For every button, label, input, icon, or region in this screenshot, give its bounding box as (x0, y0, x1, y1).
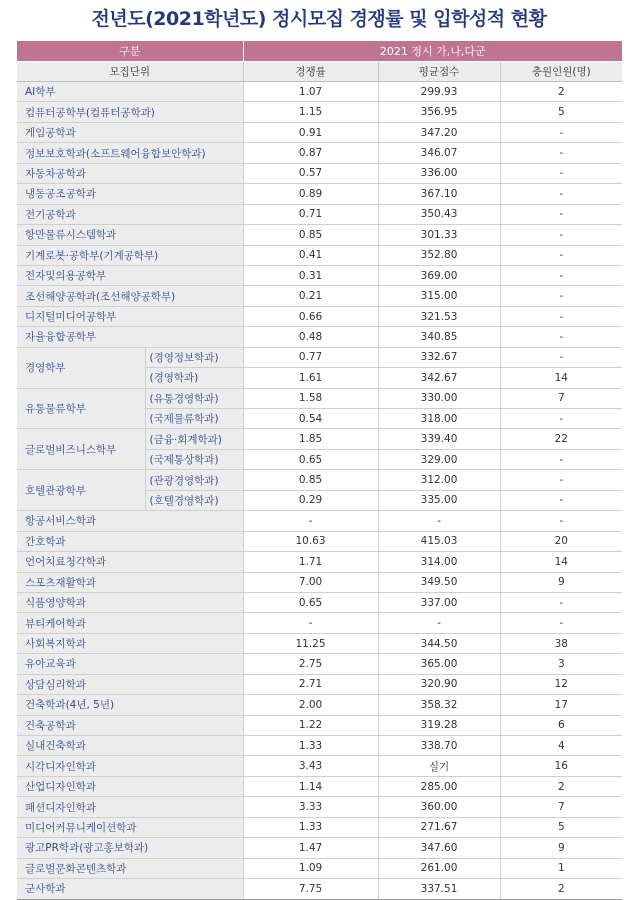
rate-cell: 1.07 (243, 82, 378, 102)
score-cell: 358.32 (378, 695, 500, 715)
table-row (17, 817, 622, 837)
unit-cell: 언어치료청각학과 (17, 552, 243, 572)
rate-cell: 0.31 (243, 265, 378, 285)
page-title: 전년도(2021학년도) 정시모집 경쟁률 및 입학성적 현황 (91, 8, 547, 30)
rate-cell: 0.48 (243, 327, 378, 347)
unit-cell: 항공서비스학과 (17, 511, 243, 531)
rate-cell: 1.33 (243, 817, 378, 837)
sub-unit-cell: (국제물류학과) (145, 409, 243, 429)
score-cell: 314.00 (378, 552, 500, 572)
score-cell: 312.00 (378, 470, 500, 490)
table-row (17, 715, 622, 735)
table-row (17, 572, 622, 592)
unit-cell: 전기공학과 (17, 204, 243, 224)
table-row (17, 695, 622, 715)
score-cell: 415.03 (378, 531, 500, 551)
unit-cell: 컴퓨터공학부(컴퓨터공학과) (17, 102, 243, 122)
fill-cell: - (500, 347, 622, 367)
fill-cell: 16 (500, 756, 622, 776)
sub-unit-cell: (금융·회계학과) (145, 429, 243, 449)
fill-cell: - (500, 143, 622, 163)
table-row (17, 736, 622, 756)
fill-cell: 2 (500, 879, 622, 899)
score-cell: 369.00 (378, 265, 500, 285)
unit-cell: 정보보호학과(소프트웨어융합보안학과) (17, 143, 243, 163)
fill-cell: - (500, 613, 622, 633)
rate-cell: 3.43 (243, 756, 378, 776)
score-cell: 360.00 (378, 797, 500, 817)
rate-cell: 0.66 (243, 306, 378, 326)
score-cell: 347.60 (378, 838, 500, 858)
score-cell: 315.00 (378, 286, 500, 306)
score-cell: 367.10 (378, 184, 500, 204)
table-row (17, 388, 622, 408)
score-cell: 350.43 (378, 204, 500, 224)
score-cell: 336.00 (378, 163, 500, 183)
fill-cell: 38 (500, 633, 622, 653)
table-row (17, 82, 622, 102)
unit-cell: 광고PR학과(광고홍보학과) (17, 838, 243, 858)
unit-cell: 시각디자인학과 (17, 756, 243, 776)
unit-cell: 자동차공학과 (17, 163, 243, 183)
header-row-top (17, 41, 622, 62)
fill-cell: - (500, 409, 622, 429)
major-cell: 유통물류학부 (17, 388, 145, 429)
fill-cell: 5 (500, 817, 622, 837)
fill-cell: 1 (500, 858, 622, 878)
fill-cell: 9 (500, 838, 622, 858)
score-cell: - (378, 511, 500, 531)
table-row (17, 102, 622, 122)
unit-cell: 디지털미디어공학부 (17, 306, 243, 326)
score-cell: 318.00 (378, 409, 500, 429)
score-cell: 342.67 (378, 368, 500, 388)
score-cell: 271.67 (378, 817, 500, 837)
table-row (17, 163, 622, 183)
unit-cell: 실내건축학과 (17, 736, 243, 756)
rate-cell: 0.21 (243, 286, 378, 306)
score-cell: 349.50 (378, 572, 500, 592)
unit-cell: 자율융합공학부 (17, 327, 243, 347)
fill-cell: 7 (500, 388, 622, 408)
rate-cell: 2.75 (243, 654, 378, 674)
unit-cell: 스포츠재활학과 (17, 572, 243, 592)
score-cell: 330.00 (378, 388, 500, 408)
score-cell: 319.28 (378, 715, 500, 735)
score-cell: 261.00 (378, 858, 500, 878)
fill-cell: - (500, 122, 622, 142)
score-cell: 332.67 (378, 347, 500, 367)
sub-unit-cell: (경영학과) (145, 368, 243, 388)
rate-cell: 1.58 (243, 388, 378, 408)
score-cell: 339.40 (378, 429, 500, 449)
score-cell: 301.33 (378, 225, 500, 245)
rate-cell: 0.87 (243, 143, 378, 163)
score-cell: 365.00 (378, 654, 500, 674)
unit-cell: 항만물류시스템학과 (17, 225, 243, 245)
unit-cell: 상담심리학과 (17, 674, 243, 694)
fill-cell: 6 (500, 715, 622, 735)
header-unit: 모집단위 (17, 62, 243, 82)
major-cell: 경영학부 (17, 347, 145, 388)
table-row (17, 347, 622, 367)
rate-cell: 0.65 (243, 449, 378, 469)
table-row (17, 204, 622, 224)
sub-unit-cell: (경영정보학과) (145, 347, 243, 367)
score-cell: 337.00 (378, 592, 500, 612)
table-row (17, 592, 622, 612)
fill-cell: - (500, 470, 622, 490)
fill-cell: 9 (500, 572, 622, 592)
table-row (17, 552, 622, 572)
unit-cell: 게임공학과 (17, 122, 243, 142)
rate-cell: 0.89 (243, 184, 378, 204)
fill-cell: - (500, 511, 622, 531)
unit-cell: 냉동공조공학과 (17, 184, 243, 204)
table-body (17, 82, 622, 900)
rate-cell: 0.77 (243, 347, 378, 367)
rate-cell: 1.71 (243, 552, 378, 572)
unit-cell: 군사학과 (17, 879, 243, 899)
unit-cell: 산업디자인학과 (17, 776, 243, 796)
unit-cell: 간호학과 (17, 531, 243, 551)
rate-cell: 1.85 (243, 429, 378, 449)
header-score: 평균점수 (378, 62, 500, 82)
header-fill: 충원인원(명) (500, 62, 622, 82)
rate-cell: 0.91 (243, 122, 378, 142)
fill-cell: 20 (500, 531, 622, 551)
score-cell: 285.00 (378, 776, 500, 796)
unit-cell: 사회복지학과 (17, 633, 243, 653)
fill-cell: - (500, 163, 622, 183)
unit-cell: 식품영양학과 (17, 592, 243, 612)
rate-cell: 1.61 (243, 368, 378, 388)
fill-cell: 14 (500, 368, 622, 388)
fill-cell: 3 (500, 654, 622, 674)
score-cell: 352.80 (378, 245, 500, 265)
table-row (17, 143, 622, 163)
unit-cell: 기계로봇·공학부(기계공학부) (17, 245, 243, 265)
fill-cell: - (500, 490, 622, 510)
table-row (17, 756, 622, 776)
table-row (17, 858, 622, 878)
table-row (17, 531, 622, 551)
rate-cell: 1.09 (243, 858, 378, 878)
fill-cell: 14 (500, 552, 622, 572)
unit-cell: AI학부 (17, 82, 243, 102)
rate-cell: 1.22 (243, 715, 378, 735)
score-cell: 320.90 (378, 674, 500, 694)
fill-cell: - (500, 225, 622, 245)
score-cell: 299.93 (378, 82, 500, 102)
rate-cell: 2.00 (243, 695, 378, 715)
fill-cell: 2 (500, 82, 622, 102)
rate-cell: 0.65 (243, 592, 378, 612)
score-cell: 347.20 (378, 122, 500, 142)
rate-cell: 0.71 (243, 204, 378, 224)
fill-cell: 12 (500, 674, 622, 694)
score-cell: 321.53 (378, 306, 500, 326)
table-row (17, 776, 622, 796)
header-group: 구분 (17, 41, 243, 62)
major-cell: 호텔관광학부 (17, 470, 145, 511)
rate-cell: 0.29 (243, 490, 378, 510)
rate-cell: 0.41 (243, 245, 378, 265)
sub-unit-cell: (유통경영학과) (145, 388, 243, 408)
rate-cell: 0.85 (243, 470, 378, 490)
score-cell: 344.50 (378, 633, 500, 653)
score-cell: 340.85 (378, 327, 500, 347)
table-row (17, 470, 622, 490)
unit-cell: 패션디자인학과 (17, 797, 243, 817)
score-cell: 337.51 (378, 879, 500, 899)
header-rate: 경쟁률 (243, 62, 378, 82)
fill-cell: 5 (500, 102, 622, 122)
table-row (17, 184, 622, 204)
rate-cell: 0.57 (243, 163, 378, 183)
rate-cell: - (243, 511, 378, 531)
unit-cell: 조선해양공학과(조선해양공학부) (17, 286, 243, 306)
rate-cell: 3.33 (243, 797, 378, 817)
score-cell: 356.95 (378, 102, 500, 122)
rate-cell: 7.00 (243, 572, 378, 592)
table-row (17, 286, 622, 306)
major-cell: 글로벌비즈니스학부 (17, 429, 145, 470)
unit-cell: 전자및의용공학부 (17, 265, 243, 285)
unit-cell: 미디어커뮤니케이션학과 (17, 817, 243, 837)
fill-cell: 17 (500, 695, 622, 715)
rate-cell: 1.47 (243, 838, 378, 858)
score-cell: 335.00 (378, 490, 500, 510)
fill-cell: 7 (500, 797, 622, 817)
rate-cell: 11.25 (243, 633, 378, 653)
table-row (17, 225, 622, 245)
table-row (17, 633, 622, 653)
table-row (17, 306, 622, 326)
fill-cell: - (500, 327, 622, 347)
score-cell: 346.07 (378, 143, 500, 163)
rate-cell: 0.54 (243, 409, 378, 429)
fill-cell: - (500, 204, 622, 224)
rate-cell: 1.33 (243, 736, 378, 756)
rate-cell: 2.71 (243, 674, 378, 694)
unit-cell: 건축학과(4년, 5년) (17, 695, 243, 715)
rate-cell: 1.14 (243, 776, 378, 796)
table-row (17, 429, 622, 449)
table-row (17, 327, 622, 347)
unit-cell: 글로벌문화콘텐츠학과 (17, 858, 243, 878)
fill-cell: - (500, 245, 622, 265)
score-cell: 329.00 (378, 449, 500, 469)
fill-cell: - (500, 265, 622, 285)
rate-cell: 1.15 (243, 102, 378, 122)
header-period: 2021 정시 가,나,다군 (243, 41, 622, 62)
fill-cell: - (500, 306, 622, 326)
unit-cell: 건축공학과 (17, 715, 243, 735)
table-row (17, 613, 622, 633)
table-row (17, 797, 622, 817)
table-row (17, 511, 622, 531)
rate-cell: 0.85 (243, 225, 378, 245)
fill-cell: - (500, 592, 622, 612)
table-row (17, 245, 622, 265)
table-row (17, 265, 622, 285)
fill-cell: 22 (500, 429, 622, 449)
rate-cell: 10.63 (243, 531, 378, 551)
score-cell: 338.70 (378, 736, 500, 756)
score-cell: - (378, 613, 500, 633)
table-row (17, 674, 622, 694)
score-cell: 실기 (378, 756, 500, 776)
admission-results-table (17, 41, 622, 900)
fill-cell: - (500, 286, 622, 306)
header-row-columns (17, 62, 622, 82)
unit-cell: 유아교육과 (17, 654, 243, 674)
rate-cell: - (243, 613, 378, 633)
fill-cell: 4 (500, 736, 622, 756)
sub-unit-cell: (관광경영학과) (145, 470, 243, 490)
fill-cell: - (500, 449, 622, 469)
rate-cell: 7.75 (243, 879, 378, 899)
sub-unit-cell: (호텔경영학과) (145, 490, 243, 510)
fill-cell: - (500, 184, 622, 204)
sub-unit-cell: (국제통상학과) (145, 449, 243, 469)
table-row (17, 838, 622, 858)
table-row (17, 879, 622, 899)
table-row (17, 122, 622, 142)
fill-cell: 2 (500, 776, 622, 796)
unit-cell: 뷰티케어학과 (17, 613, 243, 633)
table-row (17, 654, 622, 674)
